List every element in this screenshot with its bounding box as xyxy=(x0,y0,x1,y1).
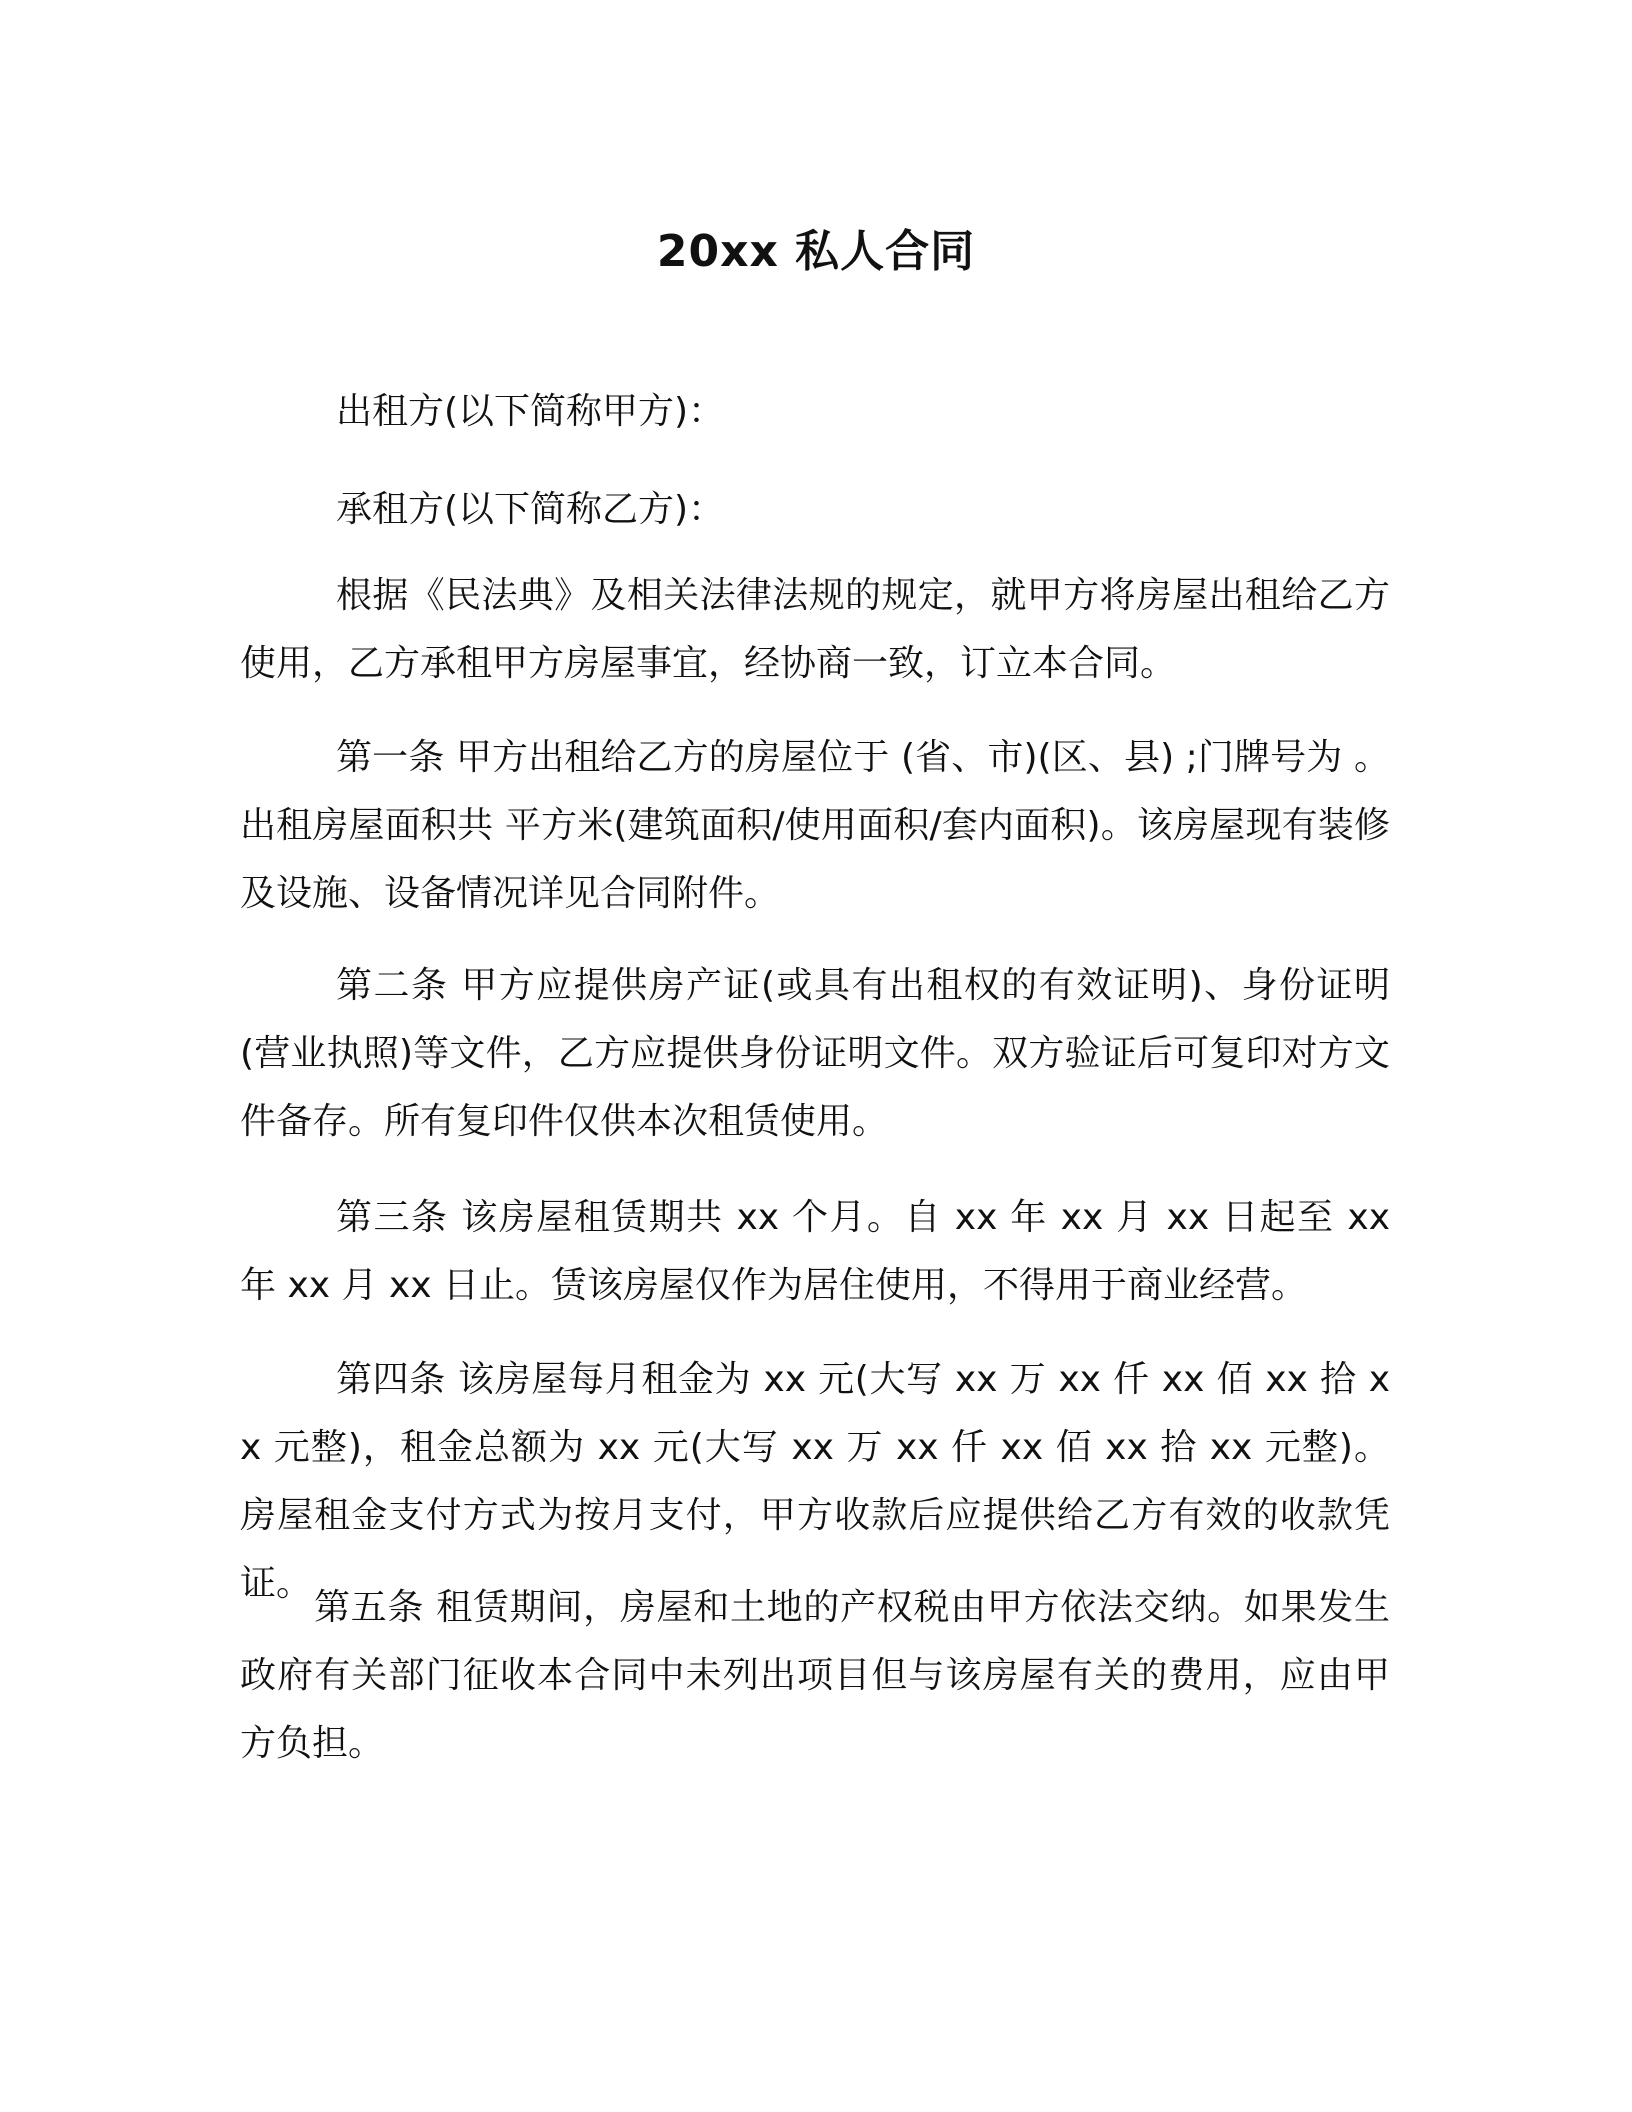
article-1-paragraph: 第一条 甲方出租给乙方的房屋位于 (省、市)(区、县) ;门牌号为 。出租房屋面积共 平方米(建筑面积/使用面积/套内面积)。该房屋现有装修及设施、设备情况详见合同附件。 xyxy=(240,737,1390,914)
document-title: 20xx 私人合同 xyxy=(656,226,976,277)
preamble-paragraph: 根据《民法典》及相关法律法规的规定，就甲方将房屋出租给乙方使用，乙方承租甲方房屋事宜，经协商一致，订立本合同。 xyxy=(240,575,1390,684)
lessor-line: 出租方(以下简称甲方)： xyxy=(336,391,725,432)
article-3-paragraph: 第三条 该房屋租赁期共 xx 个月。自 xx 年 xx 月 xx 日起至 xx 年 xx 月 xx 日止。赁该房屋仅作为居住使用，不得用于商业经营。 xyxy=(240,1197,1390,1306)
lessee-line: 承租方(以下简称乙方)： xyxy=(336,489,725,530)
article-5-paragraph: 第五条 租赁期间，房屋和土地的产权税由甲方依法交纳。如果发生政府有关部门征收本合同中未列出项目但与该房屋有关的费用，应由甲方负担。 xyxy=(240,1587,1390,1764)
article-4-paragraph: 第四条 该房屋每月租金为 xx 元(大写 xx 万 xx 仟 xx 佰 xx 拾 xx 元整)，租金总额为 xx 元(大写 xx 万 xx 仟 xx 佰 xx 拾 xx 元整)。 房屋租金支付方式为按月支付，甲方收款后应提供给乙方有效的收款凭证。 xyxy=(240,1359,1390,1604)
article-2-paragraph: 第二条 甲方应提供房产证(或具有出租权的有效证明)、身份证明(营业执照)等文件，乙方应提供身份证明文件。双方验证后可复印对方文件备存。所有复印件仅供本次租赁使用。 xyxy=(240,965,1390,1142)
